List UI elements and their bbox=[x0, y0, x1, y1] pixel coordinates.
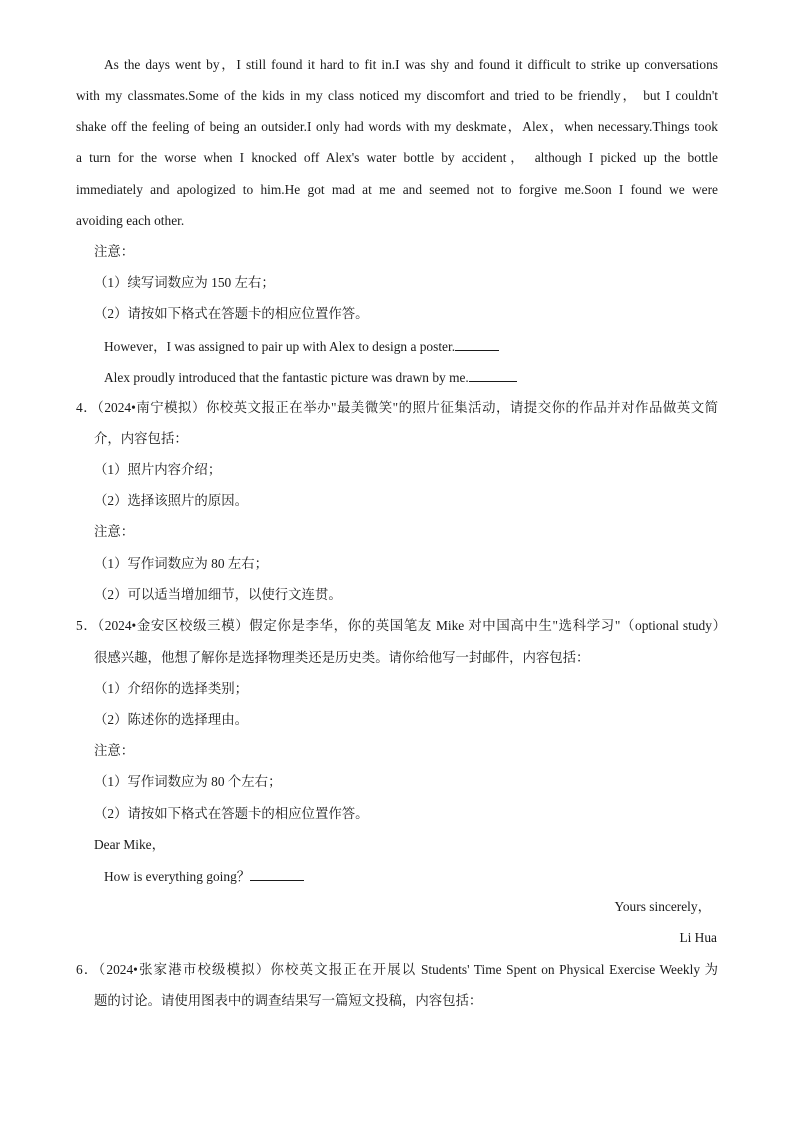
passage-line-3: shake off the feeling of being an outsider.I only had words with my deskmate，Alex，when necessary.Things took bbox=[76, 119, 718, 134]
passage-line-2: with my classmates.Some of the kids in my class noticed my discomfort and tried to be friendly， but I couldn't bbox=[76, 88, 718, 103]
q3-note-2: （2）请按如下格式在答题卡的相应位置作答。 bbox=[94, 306, 369, 321]
q5-item-1: （1）介绍你的选择类别； bbox=[94, 681, 248, 696]
letter-opening bbox=[104, 868, 304, 885]
q4-note-1: （1）写作词数应为 80 左右； bbox=[94, 556, 269, 571]
q3-note-1: （1）续写词数应为 150 左右； bbox=[94, 275, 275, 290]
q6-prompt-line-2: 题的讨论。请使用图表中的调查结果写一篇短文投稿，内容包括： bbox=[94, 993, 483, 1008]
q4-item-2: （2）选择该照片的原因。 bbox=[94, 493, 248, 508]
q3-para1-text: However，I was assigned to pair up with Alex to design a poster. bbox=[104, 339, 456, 354]
letter-signature: Li Hua bbox=[679, 930, 717, 945]
letter-closing: Yours sincerely， bbox=[614, 899, 711, 914]
q6-prompt-line-1: 6．（2024•张家港市校级模拟）你校英文报正在开展以 Students' Time Spent on Physical Exercise Weekly 为 bbox=[76, 962, 718, 977]
q3-note-title: 注意： bbox=[94, 244, 135, 259]
q4-note-title: 注意： bbox=[94, 524, 135, 539]
passage-line-5: immediately and apologized to him.He got mad at me and seemed not to forgive me.Soon I found we were bbox=[76, 182, 718, 197]
q5-prompt-line-2: 很感兴趣，他想了解你是选择物理类还是历史类。请你给他写一封邮件，内容包括： bbox=[94, 650, 590, 665]
q5-note-title: 注意： bbox=[94, 743, 135, 758]
q3-para2-start bbox=[104, 369, 517, 386]
q5-prompt-line-1: 5．（2024•金安区校级三模）假定你是李华，你的英国笔友 Mike 对中国高中生"选科学习"（optional study） bbox=[76, 618, 726, 633]
q4-item-1: （1）照片内容介绍； bbox=[94, 462, 222, 477]
q5-note-2: （2）请按如下格式在答题卡的相应位置作答。 bbox=[94, 806, 369, 821]
q4-prompt-line-2: 介，内容包括： bbox=[94, 431, 188, 446]
q3-para1-start bbox=[104, 338, 499, 355]
q4-note-2: （2）可以适当增加细节，以使行文连贯。 bbox=[94, 587, 342, 602]
passage-line-6: avoiding each other. bbox=[76, 213, 185, 228]
letter-salutation: Dear Mike， bbox=[94, 837, 166, 852]
q3-para2-text: Alex proudly introduced that the fantastic picture was drawn by me. bbox=[104, 370, 469, 385]
letter-opening-text: How is everything going？ bbox=[104, 869, 251, 884]
answer-blank[interactable] bbox=[250, 868, 304, 881]
passage-line-4: a turn for the worse when I knocked off Alex's water bottle by accident， although I picked up the bottle bbox=[76, 150, 718, 165]
q4-prompt-line-1: 4．（2024•南宁模拟）你校英文报正在举办"最美微笑"的照片征集活动，请提交你的作品并对作品做英文简 bbox=[76, 400, 718, 415]
answer-blank[interactable] bbox=[469, 369, 517, 382]
q5-note-1: （1）写作词数应为 80 个左右； bbox=[94, 774, 282, 789]
answer-blank[interactable] bbox=[455, 338, 499, 351]
q5-item-2: （2）陈述你的选择理由。 bbox=[94, 712, 248, 727]
passage-line-1: As the days went by，I still found it hard to fit in.I was shy and found it difficult to strike up conversations bbox=[104, 57, 718, 72]
